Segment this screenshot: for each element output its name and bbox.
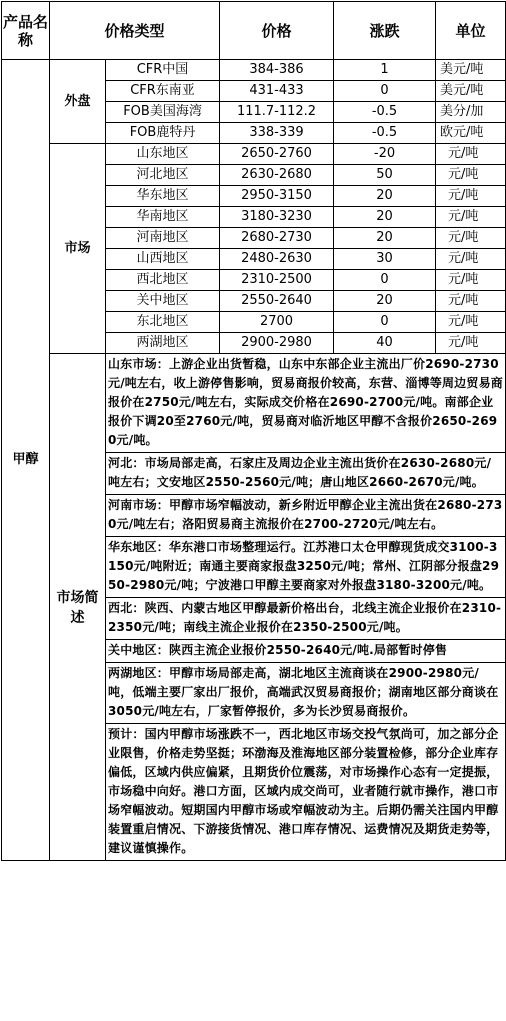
row-price: 384-386 [220, 60, 334, 81]
row-unit: 元/吨 [436, 207, 506, 228]
row-unit: 元/吨 [436, 228, 506, 249]
row-change: 20 [334, 291, 436, 312]
group-foreign: 外盘 [50, 60, 106, 144]
row-change: 20 [334, 228, 436, 249]
table-row [2, 144, 506, 165]
row-name: 河北地区 [106, 165, 220, 186]
row-unit: 元/吨 [436, 186, 506, 207]
header-price: 价格 [220, 2, 334, 60]
row-price: 338-339 [220, 123, 334, 144]
note-hebei: 河北：市场局部走高，石家庄及周边企业主流出货价在2630-2680元/吨左右；文安地区2550-2560元/吨；唐山地区2660-2670元/吨。 [106, 453, 506, 495]
row-price: 2480-2630 [220, 249, 334, 270]
row-name: FOB美国海湾 [106, 102, 220, 123]
row-name: 东北地区 [106, 312, 220, 333]
row-change: 20 [334, 186, 436, 207]
row-price: 2550-2640 [220, 291, 334, 312]
row-name: 山东地区 [106, 144, 220, 165]
row-price: 111.7-112.2 [220, 102, 334, 123]
row-unit: 元/吨 [436, 291, 506, 312]
note-shandong: 山东市场：上游企业出货暂稳，山东中东部企业主流出厂价2690-2730元/吨左右，收上游停售影响，贸易商报价较高，东营、淄博等周边贸易商报价在2750元/吨左右，实际成交价格在2690-2700元/吨。南部企业报价下调20至2760元/吨，贸易商对临沂地区甲醇不含报价2650-2690元/吨。 [106, 354, 506, 453]
row-name: CFR中国 [106, 60, 220, 81]
row-unit: 元/吨 [436, 144, 506, 165]
row-change: 40 [334, 333, 436, 354]
row-price: 2630-2680 [220, 165, 334, 186]
row-change: 1 [334, 60, 436, 81]
row-change: 0 [334, 81, 436, 102]
row-change: 50 [334, 165, 436, 186]
row-change: 0 [334, 312, 436, 333]
row-price: 3180-3230 [220, 207, 334, 228]
header-unit: 单位 [436, 2, 506, 60]
row-name: 华南地区 [106, 207, 220, 228]
row-change: -0.5 [334, 123, 436, 144]
methanol-price-table [1, 1, 506, 861]
row-unit: 元/吨 [436, 333, 506, 354]
row-name: FOB鹿特丹 [106, 123, 220, 144]
row-change: 0 [334, 270, 436, 291]
row-change: -20 [334, 144, 436, 165]
row-name: CFR东南亚 [106, 81, 220, 102]
row-unit: 美元/吨 [436, 81, 506, 102]
row-price: 431-433 [220, 81, 334, 102]
note-lianghu: 两湖地区：甲醇市场局部走高，湖北地区主流商谈在2900-2980元/吨，低端主要厂家出厂报价，高端武汉贸易商报价；湖南地区部分商谈在3050元/吨左右，厂家暂停报价，多为长沙贸易商报价。 [106, 663, 506, 724]
note-xibei: 西北：陕西、内蒙古地区甲醇最新价格出台，北线主流企业报价在2310-2350元/吨；南线主流企业报价在2350-2500元/吨。 [106, 598, 506, 640]
header-row [2, 2, 506, 60]
row-change: 30 [334, 249, 436, 270]
row-price: 2900-2980 [220, 333, 334, 354]
row-unit: 元/吨 [436, 270, 506, 291]
row-unit: 美分/加 [436, 102, 506, 123]
row-price: 2650-2760 [220, 144, 334, 165]
header-product: 产品名称 [2, 2, 50, 60]
row-name: 华东地区 [106, 186, 220, 207]
note-huadong: 华东地区：华东港口市场整理运行。江苏港口太仓甲醇现货成交3100-3150元/吨附近；南通主要商家报盘3250元/吨；常州、江阴部分报盘2950-2980元/吨；宁波港口甲醇主要商家对外报盘3180-3200元/吨。 [106, 537, 506, 598]
table-row [2, 60, 506, 81]
row-price: 2310-2500 [220, 270, 334, 291]
header-price-type: 价格类型 [50, 2, 220, 60]
row-unit: 元/吨 [436, 249, 506, 270]
group-brief: 市场简述 [50, 354, 106, 861]
note-henan: 河南市场：甲醇市场窄幅波动，新乡附近甲醇企业主流出货在2680-2730元/吨左右；洛阳贸易商主流报价在2700-2720元/吨左右。 [106, 495, 506, 537]
row-price: 2950-3150 [220, 186, 334, 207]
note-guanzhong: 关中地区：陕西主流企业报价2550-2640元/吨.局部暂时停售 [106, 640, 506, 663]
row-unit: 欧元/吨 [436, 123, 506, 144]
note-forecast: 预计：国内甲醇市场涨跌不一，西北地区市场交投气氛尚可，加之部分企业限售，价格走势坚挺；环渤海及淮海地区部分装置检修，部分企业库存偏低，区域内供应偏紧，且期货价位震荡，对市场操作心态有一定提振，市场稳中向好。港口方面，区域内成交尚可，业者随行就市操作，港口市场窄幅波动。短期国内甲醇市场或窄幅波动为主。后期仍需关注国内甲醇装置重启情况、下游接货情况、港口库存情况、运费情况及期货走势等，建议谨慎操作。 [106, 724, 506, 861]
row-name: 河南地区 [106, 228, 220, 249]
group-market: 市场 [50, 144, 106, 354]
row-name: 山西地区 [106, 249, 220, 270]
note-row [2, 354, 506, 453]
row-unit: 元/吨 [436, 165, 506, 186]
row-change: 20 [334, 207, 436, 228]
row-name: 西北地区 [106, 270, 220, 291]
row-price: 2700 [220, 312, 334, 333]
row-unit: 美元/吨 [436, 60, 506, 81]
product-name: 甲醇 [2, 60, 50, 861]
header-change: 涨跌 [334, 2, 436, 60]
row-unit: 元/吨 [436, 312, 506, 333]
row-price: 2680-2730 [220, 228, 334, 249]
row-name: 关中地区 [106, 291, 220, 312]
row-change: -0.5 [334, 102, 436, 123]
row-name: 两湖地区 [106, 333, 220, 354]
